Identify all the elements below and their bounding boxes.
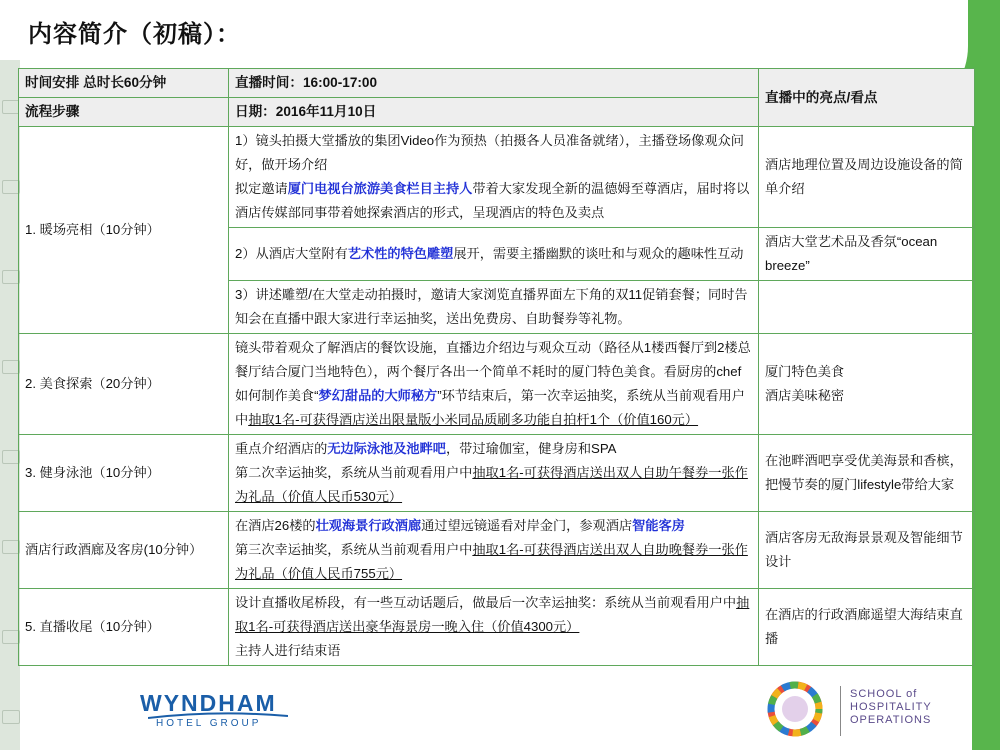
content-cell bbox=[229, 228, 759, 281]
content-cell bbox=[229, 589, 759, 666]
highlight-cell: 酒店客房无敌海景景观及智能细节设计 bbox=[759, 512, 975, 589]
schedule-table-body bbox=[19, 69, 975, 666]
content-segment: 1）镜头拍摄大堂播放的集团Video作为预热（拍摄各人员准备就绪），主播登场像观众问好，做开场介绍 bbox=[235, 133, 744, 172]
content-segment: 通过望远镜遥看对岸金门，参观酒店 bbox=[421, 518, 633, 533]
content-segment: 智能客房 bbox=[632, 518, 685, 533]
content-segment: 第三次幸运抽奖，系统从当前观看用户中 bbox=[235, 542, 473, 557]
highlight-cell: 厦门特色美食 酒店美味秘密 bbox=[759, 334, 975, 435]
content-segment: 带着大家发现全新的温德姆至尊酒店，届时将以酒店传媒部同事带着她探索酒店的形式，呈现酒店的特色及卖点 bbox=[235, 181, 750, 220]
content-segment: 抽取1名-可获得酒店送出双人自助晚餐券一张作为礼品（价值人民币755元） bbox=[235, 542, 748, 581]
schedule-row bbox=[19, 435, 975, 512]
content-segment: 抽取1名-可获得酒店送出豪华海景房一晚入住（价值4300元） bbox=[235, 595, 750, 634]
highlight-cell: 酒店大堂艺术品及香氛“ocean breeze” bbox=[759, 228, 975, 281]
header-row-1 bbox=[19, 69, 975, 98]
content-cell bbox=[229, 334, 759, 435]
page-title: 内容简介（初稿）： bbox=[28, 21, 241, 48]
content-segment: 无边际泳池及池畔吧 bbox=[327, 441, 446, 456]
broadcast-date: 日期：2016年11月10日 bbox=[229, 98, 759, 127]
content-segment: 镜头带着观众了解酒店的餐饮设施，直播边介绍边与观众互动（路径从1楼西餐厅到2楼总餐厅结合厦门当地特色），两个餐厅各出一个简单不耗时的厦门特色美食。看厨房的chef如何制作美食“ bbox=[235, 340, 751, 403]
schedule-row bbox=[19, 127, 975, 228]
school-line: OPERATIONS bbox=[850, 714, 932, 726]
schedule-row bbox=[19, 334, 975, 435]
content-segment: 重点介绍酒店的 bbox=[235, 441, 328, 456]
content-segment: 艺术性的特色雕塑 bbox=[347, 246, 454, 261]
step-cell: 2. 美食探索（20分钟） bbox=[19, 334, 229, 435]
content-segment: 3）讲述雕塑/在大堂走动拍摄时，邀请大家浏览直播界面左下角的双11促销套餐；同时告知会在直播中跟大家进行幸运抽奖，送出免费房、自助餐券等礼物。 bbox=[235, 287, 748, 326]
schedule-table bbox=[18, 68, 975, 666]
highlights-header: 直播中的亮点/看点 bbox=[759, 69, 975, 127]
content-segment: 厦门电视台旅游美食栏目主持人 bbox=[287, 181, 473, 196]
content-segment: 设计直播收尾桥段，有一些互动话题后，做最后一次幸运抽奖：系统从当前观看用户中 bbox=[235, 595, 737, 610]
content-segment: 梦幻甜品的大师秘方 bbox=[318, 388, 438, 403]
content-segment: 抽取1名-可获得酒店送出双人自助午餐券一张作为礼品（价值人民币530元） bbox=[235, 465, 748, 504]
step-cell: 5. 直播收尾（10分钟） bbox=[19, 589, 229, 666]
content-segment: 主持人进行结束语 bbox=[235, 643, 341, 658]
step-cell: 1. 暖场亮相（10分钟） bbox=[19, 127, 229, 334]
highlight-cell bbox=[759, 281, 975, 334]
content-segment: 抽取1名-可获得酒店送出限量版小米同品质刷多功能自拍杆1个（价值160元） bbox=[248, 412, 699, 427]
broadcast-time: 直播时间：16:00-17:00 bbox=[229, 69, 759, 98]
content-cell bbox=[229, 281, 759, 334]
content-cell bbox=[229, 512, 759, 589]
school-divider bbox=[840, 686, 841, 736]
content-segment: 展开，需要主播幽默的谈吐和与观众的趣味性互动 bbox=[453, 246, 744, 261]
content-segment: 壮观海景行政酒廊 bbox=[315, 518, 422, 533]
school-ring-icon bbox=[762, 676, 828, 742]
steps-label: 流程步骤 bbox=[19, 98, 229, 127]
wyndham-logo-sub: HOTEL GROUP bbox=[156, 718, 262, 729]
school-logo bbox=[762, 676, 962, 746]
content-segment: 在酒店26楼的 bbox=[235, 518, 316, 533]
school-line: SCHOOL of bbox=[850, 688, 918, 700]
left-decorative-strip bbox=[0, 60, 20, 750]
content-cell bbox=[229, 435, 759, 512]
schedule-row bbox=[19, 589, 975, 666]
content-segment: ”环节结束后，第一次幸运抽奖，系统从当前观看用户中 bbox=[235, 388, 745, 427]
wyndham-logo-main: WYNDHAM bbox=[140, 690, 277, 716]
school-text bbox=[850, 688, 932, 727]
right-green-bar bbox=[972, 0, 1000, 750]
schedule-label: 时间安排 总时长60分钟 bbox=[19, 69, 229, 98]
school-line: HOSPITALITY bbox=[850, 701, 932, 713]
content-segment: 2）从酒店大堂附有 bbox=[235, 246, 348, 261]
highlight-cell: 在池畔酒吧享受优美海景和香槟，把慢节奏的厦门lifestyle带给大家 bbox=[759, 435, 975, 512]
content-segment: 拟定邀请 bbox=[235, 181, 288, 196]
content-cell bbox=[229, 127, 759, 228]
content-segment: ，带过瑜伽室，健身房和SPA 第二次幸运抽奖，系统从当前观看用户中 bbox=[235, 441, 617, 480]
highlight-cell: 酒店地理位置及周边设施设备的简单介绍 bbox=[759, 127, 975, 228]
step-cell: 酒店行政酒廊及客房(10分钟） bbox=[19, 512, 229, 589]
wyndham-logo bbox=[140, 690, 290, 740]
money-icon bbox=[2, 710, 20, 724]
schedule-row bbox=[19, 512, 975, 589]
step-cell: 3. 健身泳池（10分钟） bbox=[19, 435, 229, 512]
highlight-cell: 在酒店的行政酒廊遥望大海结束直播 bbox=[759, 589, 975, 666]
